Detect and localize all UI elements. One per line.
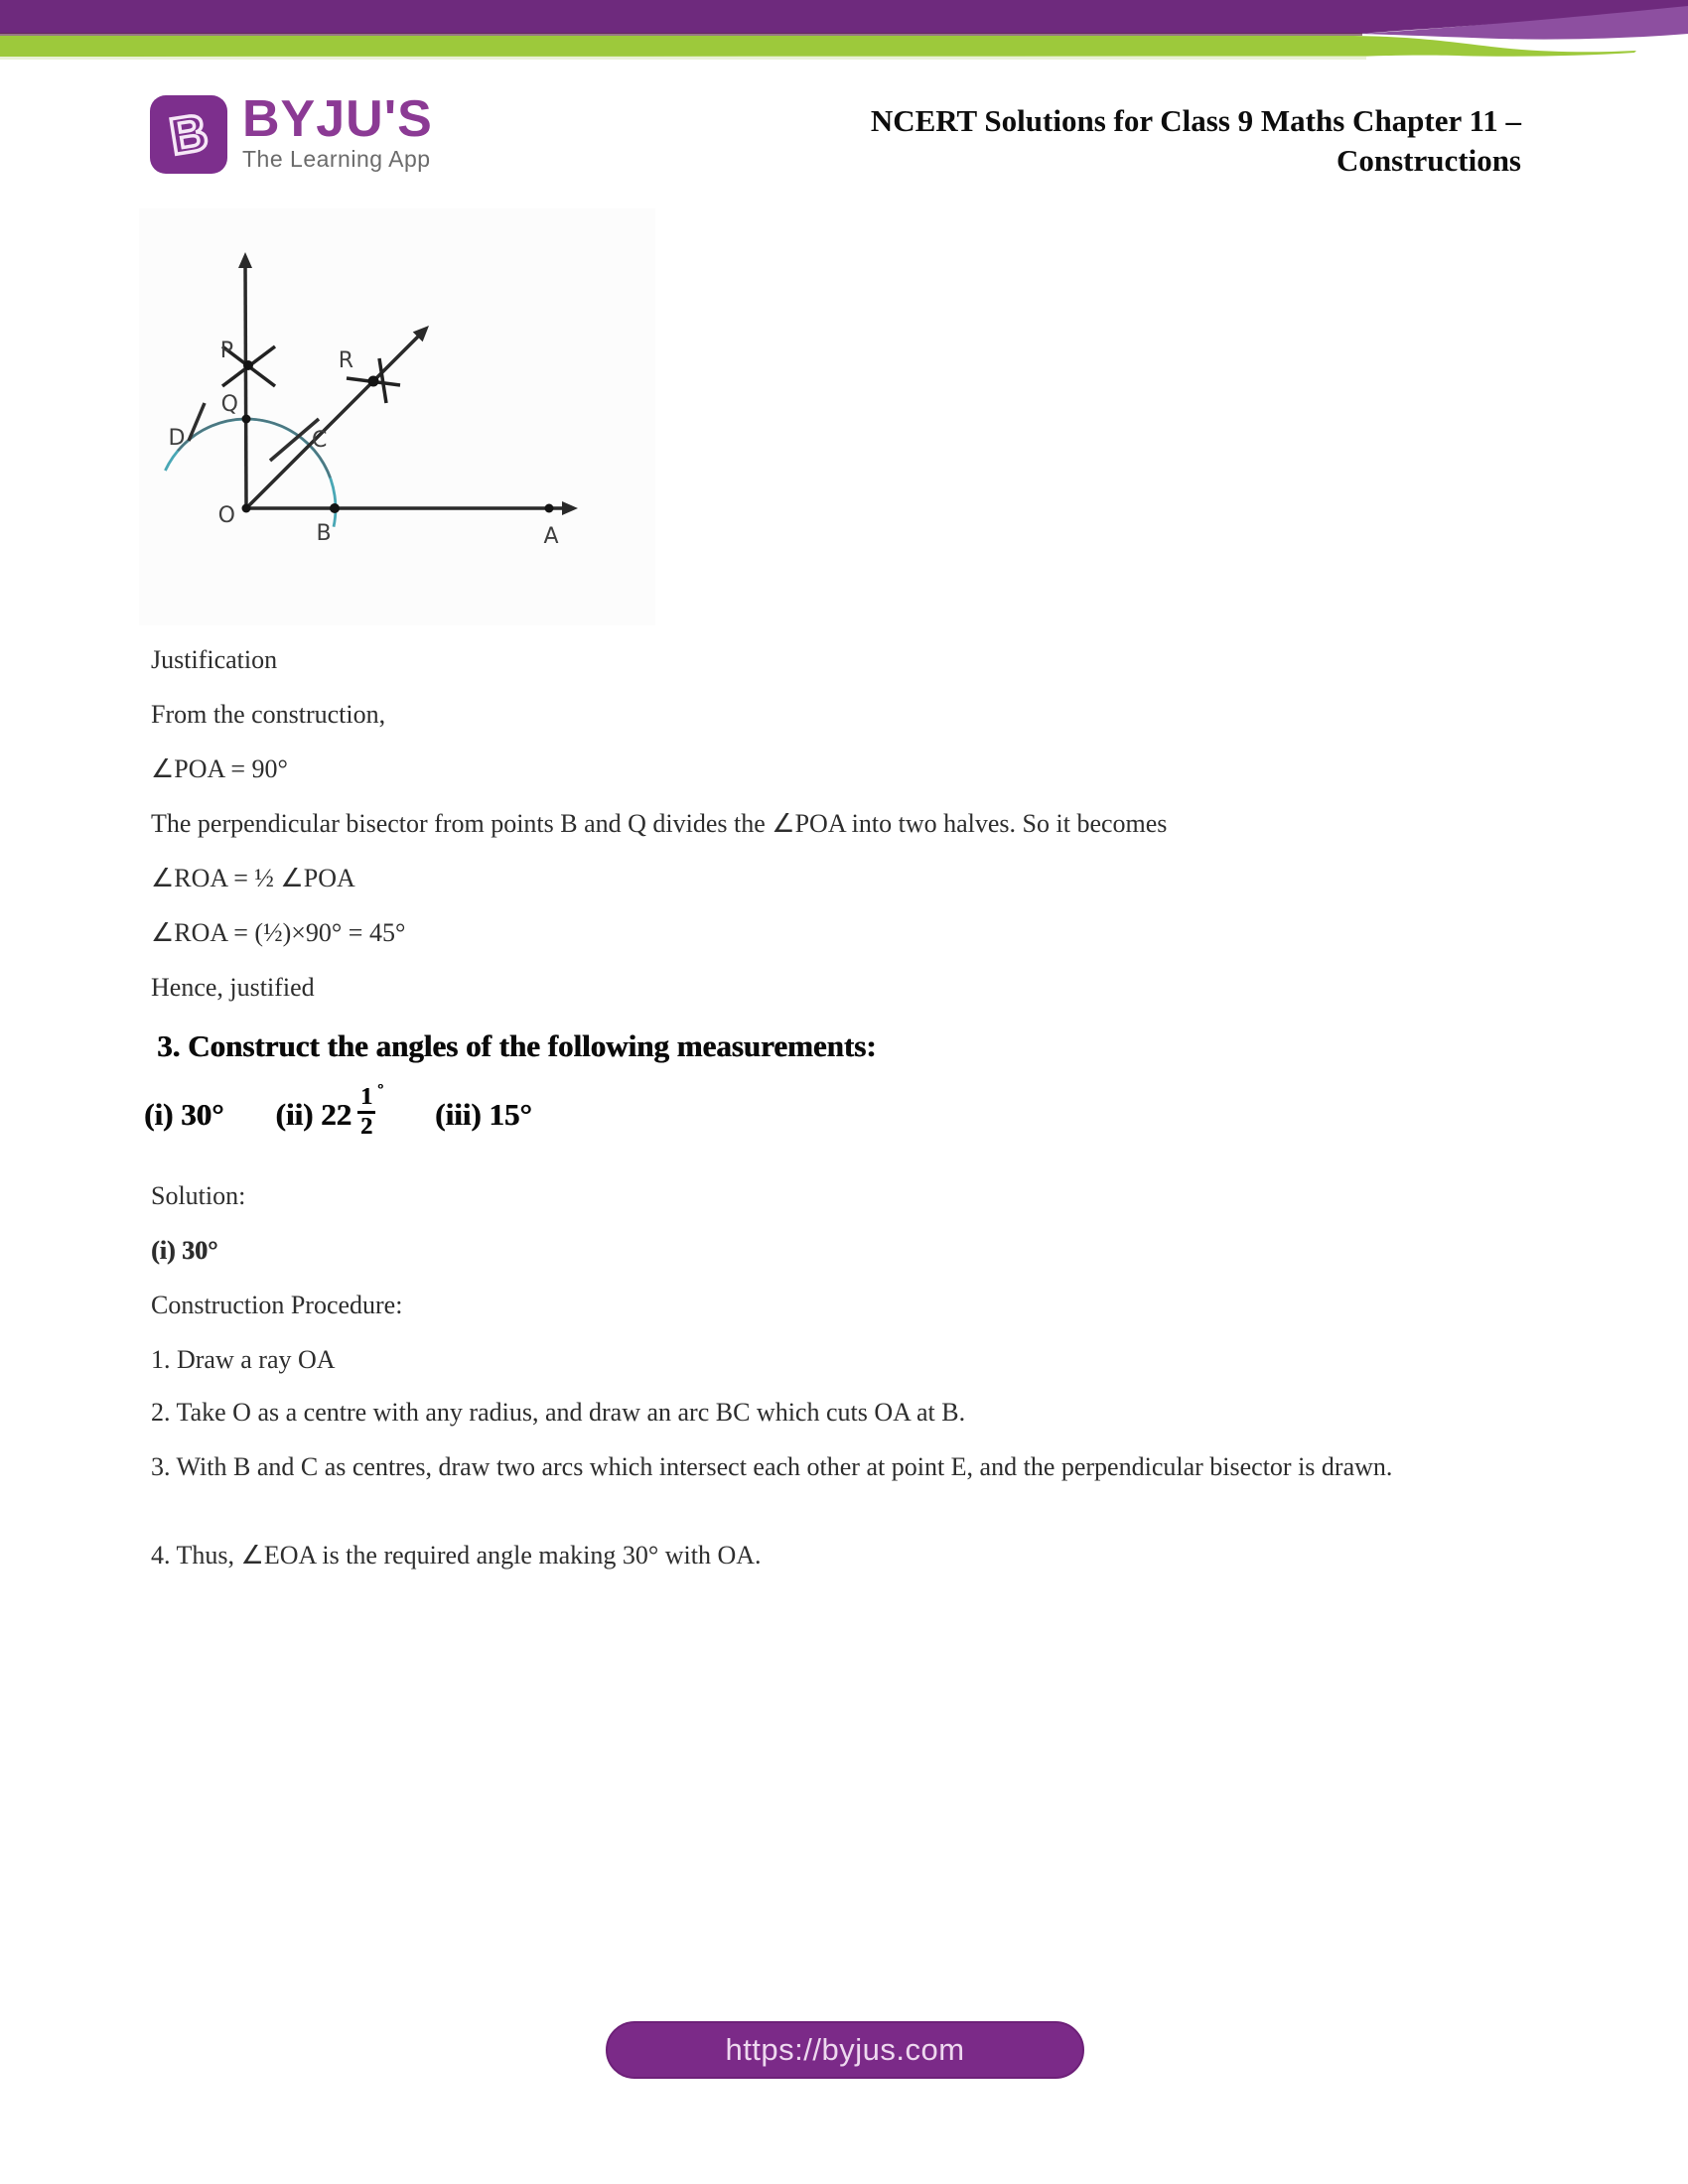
label-R: R bbox=[338, 348, 353, 373]
solution-part-i: (i) 30° bbox=[151, 1236, 218, 1265]
justification-heading: Justification bbox=[151, 645, 278, 674]
label-B: B bbox=[316, 521, 332, 546]
brand-tagline: The Learning App bbox=[242, 146, 431, 172]
fraction-denominator: 2 bbox=[360, 1114, 373, 1140]
fraction-one-half bbox=[357, 1082, 384, 1140]
procedure-label: Construction Procedure: bbox=[151, 1291, 403, 1319]
banner-shadow-line bbox=[0, 33, 1362, 36]
fraction-numerator: 1 bbox=[360, 1084, 373, 1110]
point-P bbox=[243, 360, 253, 370]
point-Q bbox=[242, 415, 251, 424]
label-A: A bbox=[543, 524, 559, 549]
top-banner-swoosh bbox=[0, 0, 1688, 69]
question-items bbox=[144, 1082, 532, 1142]
logo-b-letter: B bbox=[166, 103, 212, 167]
question-item-ii-prefix: (ii) 22 bbox=[275, 1096, 352, 1132]
footer-url-text: https://byjus.com bbox=[725, 2032, 965, 2067]
byjus-b-icon bbox=[149, 92, 228, 176]
byjus-logo bbox=[149, 92, 433, 176]
question-item-iii: (iii) 15° bbox=[435, 1096, 532, 1132]
procedure-step-2: 2. Take O as a centre with any radius, and draw an arc BC which cuts OA at B. bbox=[151, 1398, 966, 1427]
degree-symbol: ° bbox=[377, 1082, 384, 1098]
figure-background bbox=[139, 208, 655, 625]
page-title-line-1: NCERT Solutions for Class 9 Maths Chapter 11 – bbox=[870, 103, 1521, 138]
procedure-step-4: 4. Thus, ∠EOA is the required angle making 30° with OA. bbox=[151, 1541, 762, 1570]
point-R bbox=[368, 376, 379, 387]
point-A bbox=[545, 504, 554, 513]
justification-line-5: ∠ROA = (½)×90° = 45° bbox=[151, 918, 406, 947]
justification-line-4: ∠ROA = ½ ∠POA bbox=[151, 864, 355, 892]
page-title-line-2: Constructions bbox=[1336, 143, 1521, 178]
construction-figure bbox=[139, 208, 655, 630]
label-P: P bbox=[219, 339, 233, 363]
label-D: D bbox=[168, 426, 186, 451]
label-O: O bbox=[217, 503, 235, 528]
label-Q: Q bbox=[220, 392, 238, 417]
point-O bbox=[242, 504, 251, 513]
procedure-step-1: 1. Draw a ray OA bbox=[151, 1345, 336, 1374]
justification-line-2: ∠POA = 90° bbox=[151, 754, 288, 783]
brand-wordmark: BYJU'S bbox=[242, 90, 433, 148]
page-title bbox=[871, 101, 1521, 181]
justification-line-3: The perpendicular bisector from points B and Q divides the ∠POA into two halves. So it becomes bbox=[151, 809, 1168, 838]
justification-line-6: Hence, justified bbox=[151, 973, 315, 1002]
justification-line-1: From the construction, bbox=[151, 700, 386, 729]
footer-url-button[interactable] bbox=[606, 2021, 1084, 2079]
procedure-step-3: 3. With B and C as centres, draw two arcs which intersect each other at point E, and the perpendicular bisector is drawn. bbox=[151, 1452, 1393, 1481]
ray-vertical-OP bbox=[245, 262, 246, 508]
banner-pale-line bbox=[0, 57, 1366, 60]
solution-label: Solution: bbox=[151, 1181, 246, 1210]
question-item-i: (i) 30° bbox=[144, 1096, 224, 1132]
label-C: C bbox=[312, 428, 328, 453]
question-heading: 3. Construct the angles of the following measurements: bbox=[157, 1028, 877, 1063]
banner-green-bar bbox=[0, 36, 1636, 57]
point-B bbox=[330, 503, 340, 513]
question-item-ii bbox=[275, 1082, 384, 1142]
